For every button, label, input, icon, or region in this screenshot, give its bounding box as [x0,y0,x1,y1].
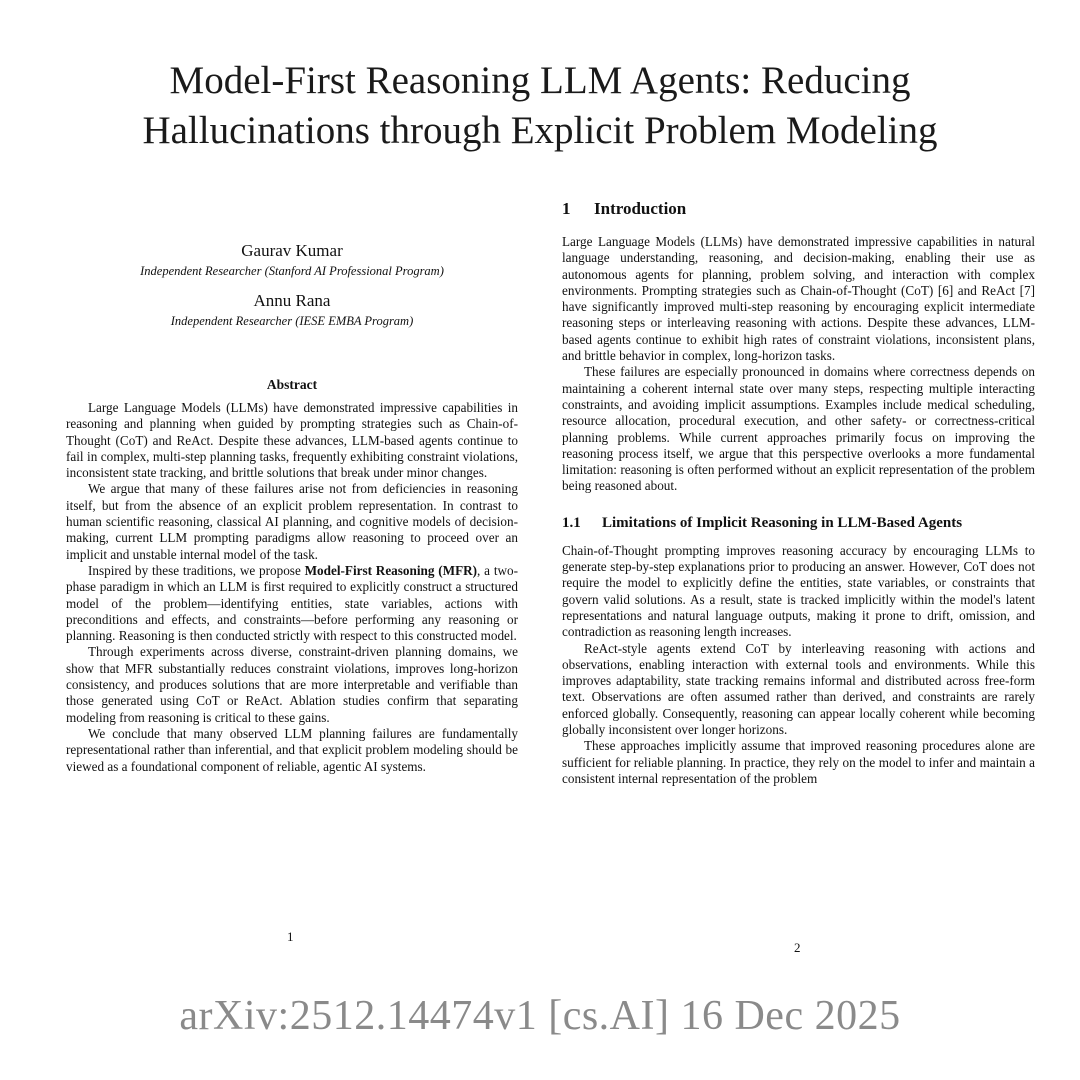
author-block-2 [66,290,518,330]
page-number-left: 1 [287,929,294,944]
author-name: Gaurav Kumar [241,241,343,260]
subsection-paragraph: Chain-of-Thought prompting improves reasoning accuracy by encouraging LLMs to generate step-by-step explanations prior to producing an answer. However, CoT does not require the model to explicitly define the entities, state variables, or constraints that govern valid solutions. As a result, state is tracked implicitly within the model's latent representations and natural language outputs, making it prone to drift, omission, and contradiction as reasoning length increases. [562,542,1035,640]
section-title: Introduction [594,199,687,218]
abstract-text: Inspired by these traditions, we propose [88,562,305,578]
author-affiliation: Independent Researcher (IESE EMBA Program) [170,314,414,328]
subsection-title: Limitations of Implicit Reasoning in LLM-Based Agents [602,514,963,531]
abstract-paragraph: Large Language Models (LLMs) have demonstrated impressive capabilities in reasoning and planning when guided by prompting strategies such as Chain-of-Thought (CoT) and ReAct. Despite these advances, LLM-based agents continue to fail in complex, multi-step planning tasks, frequently exhibiting constraint violations, inconsistent state tracking, and brittle solutions that break under minor changes. [66,400,518,481]
subsection-number: 1.1 [562,514,581,531]
page-number-right: 2 [794,940,801,955]
subsection-paragraph: ReAct-style agents extend CoT by interleaving reasoning with actions and observations, enabling interaction with external tools and environments. While this improves adaptability, state tracking remains informal and distributed across free-form text. Observations are often assumed rather than derived, and constraints are rarely enforced globally. Consequently, reasoning can appear locally coherent while becoming globally inconsistent over longer horizons. [562,640,1035,738]
abstract-paragraph: We argue that many of these failures arise not from deficiencies in reasoning itself, but from the absence of an explicit problem representation. In contrast to human scientific reasoning, classical AI planning, and cognitive models of decision-making, current LLM prompting paradigms allow reasoning to proceed over an implicit and unstable internal model of the task. [66,481,518,562]
title-line-2: Hallucinations through Explicit Problem Modeling [142,109,938,152]
abstract-text: , a two-phase paradigm in which an LLM is first required to explicitly construct a structured model of the problem—identifying entities, state variables, actions with preconditions and effects, and constraints—before performing any reasoning or planning. Reasoning is then conducted strictly with respect to this constructed model. [66,562,518,644]
author-affiliation: Independent Researcher (Stanford AI Professional Program) [140,264,444,278]
section-heading-introduction [562,198,1035,220]
right-page-column [562,198,1035,787]
author-name: Annu Rana [253,291,331,310]
section-number: 1 [562,199,571,218]
arxiv-identifier-stamp: arXiv:2512.14474v1 [cs.AI] 16 Dec 2025 [179,993,901,1039]
title-line-1: Model-First Reasoning LLM Agents: Reducing [169,59,911,102]
subsection-paragraph: These approaches implicitly assume that improved reasoning procedures alone are sufficient for reliable planning. In practice, they rely on the model to infer and maintain a consistent internal representation of the problem [562,738,1035,786]
abstract-heading: Abstract [266,377,318,392]
intro-paragraph: These failures are especially pronounced in domains where correctness depends on maintaining a coherent internal state over many steps, respecting multiple interacting constraints, and avoiding implicit assumptions. Examples include medical scheduling, resource allocation, procedural execution, and other safety- or correctness-critical planning problems. While current approaches primarily focus on improving the reasoning process itself, we argue that this perspective overlooks a more fundamental limitation: reasoning is often performed without an explicit representation of the problem being reasoned about. [562,364,1035,494]
paper-title [40,56,1040,156]
abstract-paragraph [66,563,518,644]
intro-paragraph: Large Language Models (LLMs) have demonstrated impressive capabilities in natural language understanding, reasoning, and decision-making, enabling their use as autonomous agents for planning, problem solving, and interaction with complex environments. Prompting strategies such as Chain-of-Thought (CoT) [6] and ReAct [7] have significantly improved multi-step reasoning by encouraging explicit intermediate reasoning steps or interleaving reasoning with actions. Despite these advances, LLM-based agents continue to exhibit high rates of constraint violations, inconsistent plans, and brittle behavior in complex, long-horizon tasks. [562,234,1035,364]
subsection-heading [562,513,1035,533]
abstract-paragraph: Through experiments across diverse, constraint-driven planning domains, we show that MFR substantially reduces constraint violations, improves long-horizon consistency, and produces solutions that are more interpretable and verifiable than those generated using CoT or ReAct. Ablation studies confirm that separating modeling from reasoning is critical to these gains. [66,644,518,725]
author-block-1 [66,240,518,280]
abstract-paragraph: We conclude that many observed LLM planning failures are fundamentally representational rather than inferential, and that explicit problem modeling should be viewed as a foundational component of reliable, agentic AI systems. [66,725,518,774]
left-page-column [66,240,518,775]
mfr-term: Model-First Reasoning (MFR) [304,562,478,578]
